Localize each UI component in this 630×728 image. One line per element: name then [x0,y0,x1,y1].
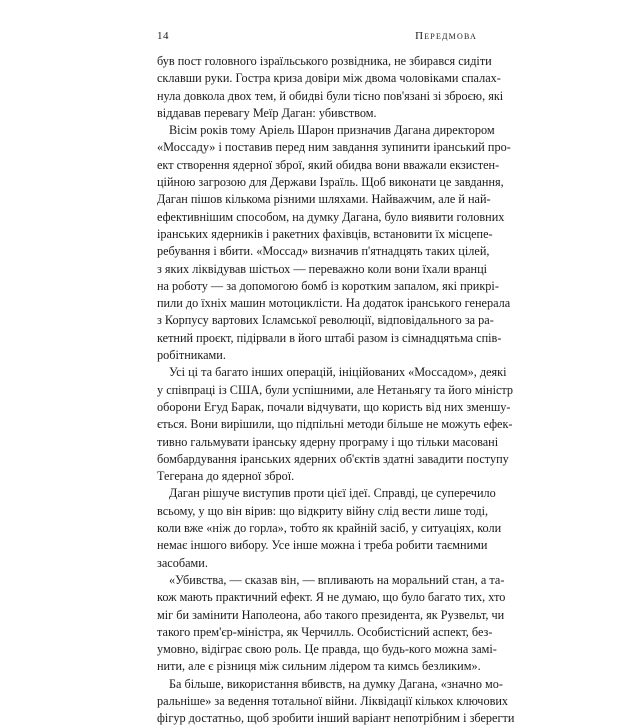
text-line: у співпраці із США, були успішними, але Нетаньягу та його міністр [157,382,514,397]
text-line: з Корпусу вартових Ісламської революції, відповідального за ра- [157,313,494,328]
paragraph [157,572,506,676]
paragraph [157,53,504,122]
text-line: Даган рішуче виступив проти цієї ідеї. Справді, це суперечило [169,486,496,501]
text-line: кож мають практичний ефект. Я не думаю, що було багато тих, хто [157,590,506,605]
text-line: Даган пішов кількома різними шляхами. Найважчим, але й най- [157,192,491,207]
text-line: фігур достатньо, щоб зробити інший варіант непотрібним і зберегти [157,711,515,726]
text-line: бомбардування іранських ядерних об'єктів здатні завадити поступу [157,451,509,466]
text-line: оборони Егуд Барак, почали відчувати, що користь від них зменшу- [157,399,511,414]
text-line: іранських ядерників і ракетних фахівців, встановити їх місцепе- [157,226,493,241]
text-line: склавши руки. Гостра криза довіри між двома чоловіками спалах- [157,71,501,86]
text-line: міг би замінити Наполеона, або такого президента, як Рузвельт, чи [157,607,505,622]
text-line: нити, але є різниця між сильним лідером та кимсь безликим». [157,659,481,674]
text-line: всьому, у що він вірив: що відкриту війну слід вести лише тоді, [157,503,489,518]
text-line: ційною загрозою для Держави Ізраїль. Щоб виконати це завдання, [157,175,504,190]
text-line: кетний проєкт, підірвали в його штабі разом із сімнадцятьма спів- [157,330,502,345]
text-line: ребування і вбити. «Моссад» визначив п'ятнадцять таких цілей, [157,244,490,259]
text-line: Вісім років тому Аріель Шарон призначив Дагана директором [169,123,495,138]
text-line: умовно, відіграє свою роль. Це правда, що будь-кого можна замі- [157,642,497,657]
text-line: нула довкола двох тем, й обидві були тісно пов'язані зі зброєю, які [157,88,504,103]
text-line: ється. Вони вирішили, що підпільні методи більше не можуть ефек- [157,417,513,432]
text-line: ральніше» за ведення тотальної війни. Ліквідації кількох ключових [157,693,509,708]
text-line: з яких ліквідував шістьох — переважно коли вони їхали вранці [157,261,488,276]
text-line: ефективнішим способом, на думку Дагана, було виявити головних [157,209,505,224]
text-line: на роботу — за допомогою бомб із коротким запалом, які прикрі- [157,278,499,293]
text-line: Тегерана до ядерної зброї. [157,469,295,484]
running-head: Передмова [415,30,477,42]
text-line: був пост головного ізраїльського розвідника, не збирався сидіти [157,54,492,68]
text-line: віддавав перевагу Меїр Даган: убивством. [157,105,377,120]
text-line: засобами. [157,555,208,570]
text-line: «Убивства, — сказав він, — впливають на моральний стан, а та- [169,572,505,587]
paragraph [157,676,515,728]
text-line: коли вже «ніж до горла», тобто як крайній засіб, у ситуаціях, коли [157,521,502,536]
paragraph [157,485,502,571]
text-line: Ба більше, використання вбивств, на думку Дагана, «значно мо- [169,676,504,691]
text-line: такого прем'єр-міністра, як Черчилль. Особистісний аспект, без- [157,624,493,639]
text-line: тивно гальмувати іранську ядерну програму і що тільки масовані [157,434,499,449]
text-line: немає іншого вибору. Усе інше можна і треба робити таємними [157,538,488,553]
page-header [157,30,477,46]
page-number: 14 [157,30,169,42]
text-line: пили до їхніх машин мотоциклісти. На додаток іранського генерала [157,296,511,311]
body-text [157,53,515,728]
text-line: «Моссаду» і поставив перед ним завдання зупинити іранський про- [157,140,511,155]
paragraph [157,364,514,485]
paragraph [157,122,511,364]
text-line: робітниками. [157,348,226,363]
text-line: Усі ці та багато інших операцій, ініційованих «Моссадом», деякі [169,365,507,380]
text-line: ект створення ядерної зброї, який обидва вони вважали екзистен- [157,157,500,172]
